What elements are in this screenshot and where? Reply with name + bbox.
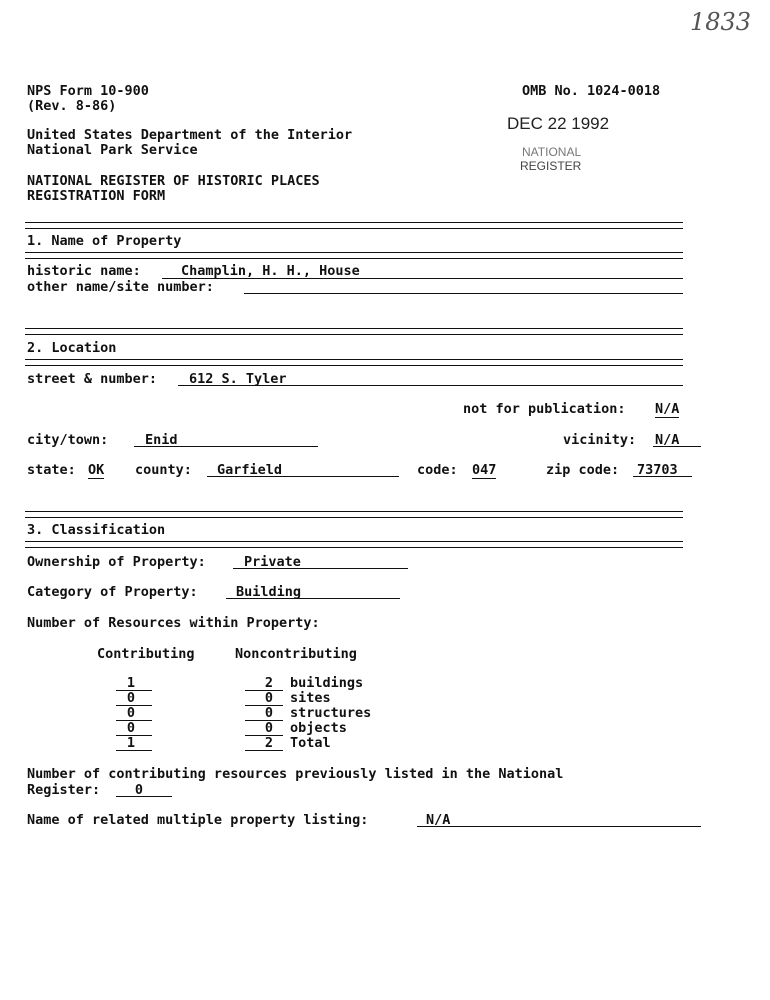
section-rule [25,511,683,518]
other-name-label: other name/site number: [27,279,214,295]
handwritten-number: 1833 [690,8,752,36]
multiple-property-label: Name of related multiple property listing: [27,812,369,828]
historic-name-label: historic name: [27,263,141,279]
historic-name-value: Champlin, H. H., House [181,263,360,279]
previously-listed-label-line1: Number of contributing resources previously listed in the National [27,766,564,782]
contributing-count: 1 [126,735,136,751]
code-label: code: [417,462,458,478]
previously-listed-value: 0 [134,782,144,798]
city-label: city/town: [27,432,109,448]
section-rule [25,328,683,335]
ownership-value: Private [244,554,301,570]
section-rule [25,252,683,259]
category-label: Category of Property: [27,584,198,600]
city-value: Enid [145,432,178,448]
contributing-count: 0 [126,720,136,736]
previously-listed-label-line2: Register: [27,782,101,798]
section3-heading: 3. Classification [27,522,166,538]
resource-type-label: Total [290,735,331,751]
section-rule [25,541,683,548]
category-value: Building [236,584,302,600]
county-value: Garfield [217,462,283,478]
vicinity-value: N/A [655,432,680,448]
street-label: street & number: [27,371,158,387]
state-label: state: [27,462,76,478]
not-for-publication-value: N/A [655,401,680,417]
resource-type-label: sites [290,690,331,706]
noncontributing-count: 2 [264,675,274,691]
form-title-line1: NATIONAL REGISTER OF HISTORIC PLACES [27,173,320,189]
section1-heading: 1. Name of Property [27,233,182,249]
omb-number: OMB No. 1024-0018 [522,83,661,99]
street-value: 612 S. Tyler [189,371,287,387]
noncontributing-count: 0 [264,705,274,721]
resource-type-label: buildings [290,675,364,691]
department: United States Department of the Interior [27,127,353,143]
received-stamp-line2: REGISTER [520,159,582,173]
contributing-count: 1 [126,675,136,691]
multiple-property-underline [417,826,701,827]
resources-label: Number of Resources within Property: [27,615,320,631]
received-stamp-line1: NATIONAL [522,145,582,159]
section-rule [25,222,683,229]
zip-value: 73703 [637,462,678,478]
noncontributing-count: 0 [264,720,274,736]
noncontributing-column-header: Noncontributing [235,646,357,662]
form-number: NPS Form 10-900 [27,83,149,99]
county-label: county: [135,462,192,478]
form-title-line2: REGISTRATION FORM [27,188,166,204]
not-for-publication-label: not for publication: [463,401,626,417]
noncontributing-count: 2 [264,735,274,751]
section2-heading: 2. Location [27,340,117,356]
service: National Park Service [27,142,198,158]
contributing-column-header: Contributing [97,646,195,662]
ownership-label: Ownership of Property: [27,554,206,570]
other-name-underline [244,293,683,294]
received-stamp-date: DEC 22 1992 [507,114,610,133]
zip-label: zip code: [546,462,620,478]
vicinity-label: vicinity: [563,432,637,448]
form-revision: (Rev. 8-86) [27,98,117,114]
state-value: OK [88,462,105,478]
contributing-count: 0 [126,690,136,706]
noncontributing-count: 0 [264,690,274,706]
resource-type-label: structures [290,705,372,721]
code-value: 047 [472,462,497,478]
section-rule [25,359,683,366]
contributing-count: 0 [126,705,136,721]
multiple-property-value: N/A [426,812,451,828]
resource-type-label: objects [290,720,347,736]
